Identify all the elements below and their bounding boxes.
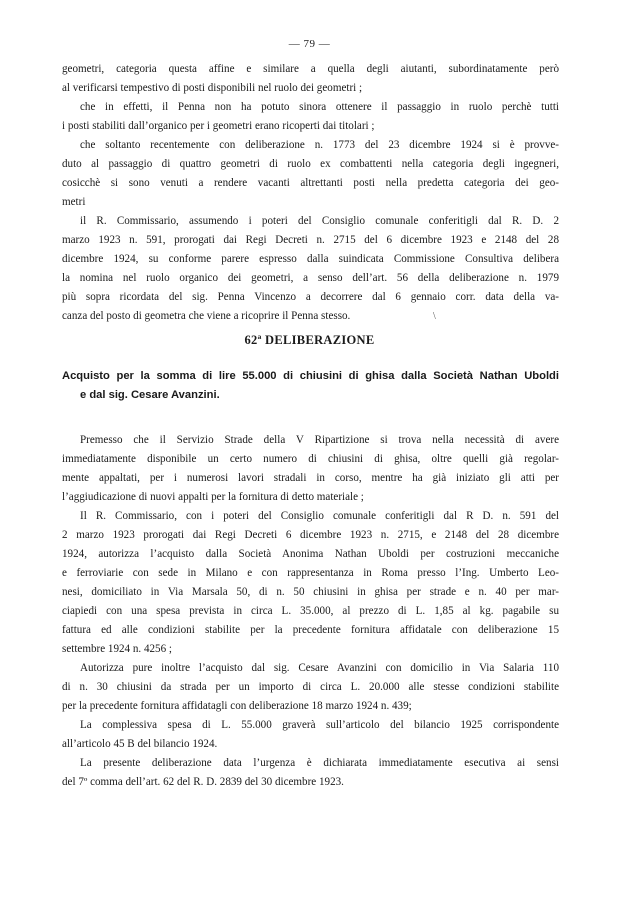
text-line: ciapiedi con una spesa prevista in circa L. 35.000, al prezzo di L. 1,85 al kg. pagabile su [62,605,559,617]
text-line: immediatamente disponibile un certo numero di chiusini di ghisa, oltre quelli già regolar- [62,453,559,465]
text-line: metri [62,196,86,208]
text-line: mente appaltati, per i numerosi lavori stradali in corso, mentre ha già iniziato gli atti per [62,472,559,484]
text-line: La presente deliberazione data l’urgenza è dichiarata immediatamente esecutiva ai sensi [80,757,559,769]
subject-line: e dal sig. Cesare Avanzini. [80,389,220,401]
deliberation-heading: 62ª DELIBERAZIONE [244,333,375,347]
text-line: di n. 30 chiusini da strada per un importo di circa L. 20.000 alle stesse condizioni stabilite [62,681,559,693]
text-line: 2 marzo 1923 prorogati dai Regi Decreti 6 dicembre 1923 n. 2715, e 2148 del 28 dicembre [62,529,559,541]
text-line: più sopra ricordata del sig. Penna Vincenzo a decorrere dal 6 gennaio corr. data della va- [62,291,559,303]
text-line: Premesso che il Servizio Strade della V Ripartizione si trova nella necessità di avere [80,434,559,446]
text-line: Il R. Commissario, con i poteri del Consiglio comunale conferitigli dal R D. n. 591 del [80,510,559,522]
text-line: il R. Commissario, assumendo i poteri del Consiglio comunale conferitigli dal R. D. 2 [80,215,559,227]
text-line: per la precedente fornitura affidatagli con deliberazione 18 marzo 1924 n. 439; [62,700,412,712]
text-line: La complessiva spesa di L. 55.000 graverà sull’articolo del bilancio 1925 corrispondente [80,719,559,731]
text-line: e ferroviarie con sede in Milano e con rappresentanza in Roma presso l’Ing. Umberto Leo- [62,567,559,579]
text-line: canza del posto di geometra che viene a ricoprire il Penna stesso. [62,310,351,322]
text-line: che soltanto recentemente con deliberazione n. 1773 del 23 dicembre 1924 si è provve- [80,139,559,151]
text-line: la nomina nel ruolo organico dei geometri, a senso dell’art. 56 della deliberazione n. 1979 [62,272,559,284]
text-line: nesi, domiciliato in Via Marsala 50, di n. 50 chiusini in ghisa per strade e n. 40 per mar- [62,586,559,598]
text-line: dicembre 1924, su conforme parere espresso dalla suindicata Commissione Consultiva delibera [62,253,559,265]
text-line: che in effetti, il Penna non ha potuto sinora ottenere il passaggio in ruolo perchè tutti [80,101,559,113]
text-line: marzo 1923 n. 591, prorogati dai Regi Decreti n. 2715 del 6 dicembre 1923 e 2148 del 28 [62,234,559,246]
text-line: 1924, autorizza l’acquisto dalla Società Anonima Nathan Uboldi per costruzioni meccaniche [62,548,559,560]
subject-line: Acquisto per la somma di lire 55.000 di chiusini di ghisa dalla Società Nathan Uboldi [62,370,559,382]
text-line: geometri, categoria questa affine e similare a quella degli aiutanti, subordinatamente però [62,63,559,75]
text-line: duto al passaggio di quattro geometri di ruolo ex combattenti nella categoria degli ingegneri, [62,158,559,170]
text-line: al verificarsi tempestivo di posti disponibili nel ruolo dei geometri ; [62,82,363,94]
text-line: del 7º comma dell’art. 62 del R. D. 2839 del 30 dicembre 1923. [62,776,344,788]
stray-mark: \ [433,311,436,322]
text-line: l’aggiudicazione di nuovi appalti per la fornitura di detto materiale ; [62,491,364,503]
page-number: — 79 — [288,38,331,50]
text-line: i posti stabiliti dall’organico per i geometri erano ricoperti dai titolari ; [62,120,375,132]
text-line: fattura ed alle condizioni stabilite per la precedente fornitura affidatale con deliberazione 15 [62,624,559,636]
text-line: cosicchè si sono venuti a rendere vacanti altrettanti posti nella predetta categoria dei geo- [62,177,559,189]
text-line: Autorizza pure inoltre l’acquisto dal sig. Cesare Avanzini con domicilio in Via Salaria 110 [80,662,559,674]
text-line: settembre 1924 n. 4256 ; [62,643,172,655]
text-line: all’articolo 45 B del bilancio 1924. [62,738,218,750]
